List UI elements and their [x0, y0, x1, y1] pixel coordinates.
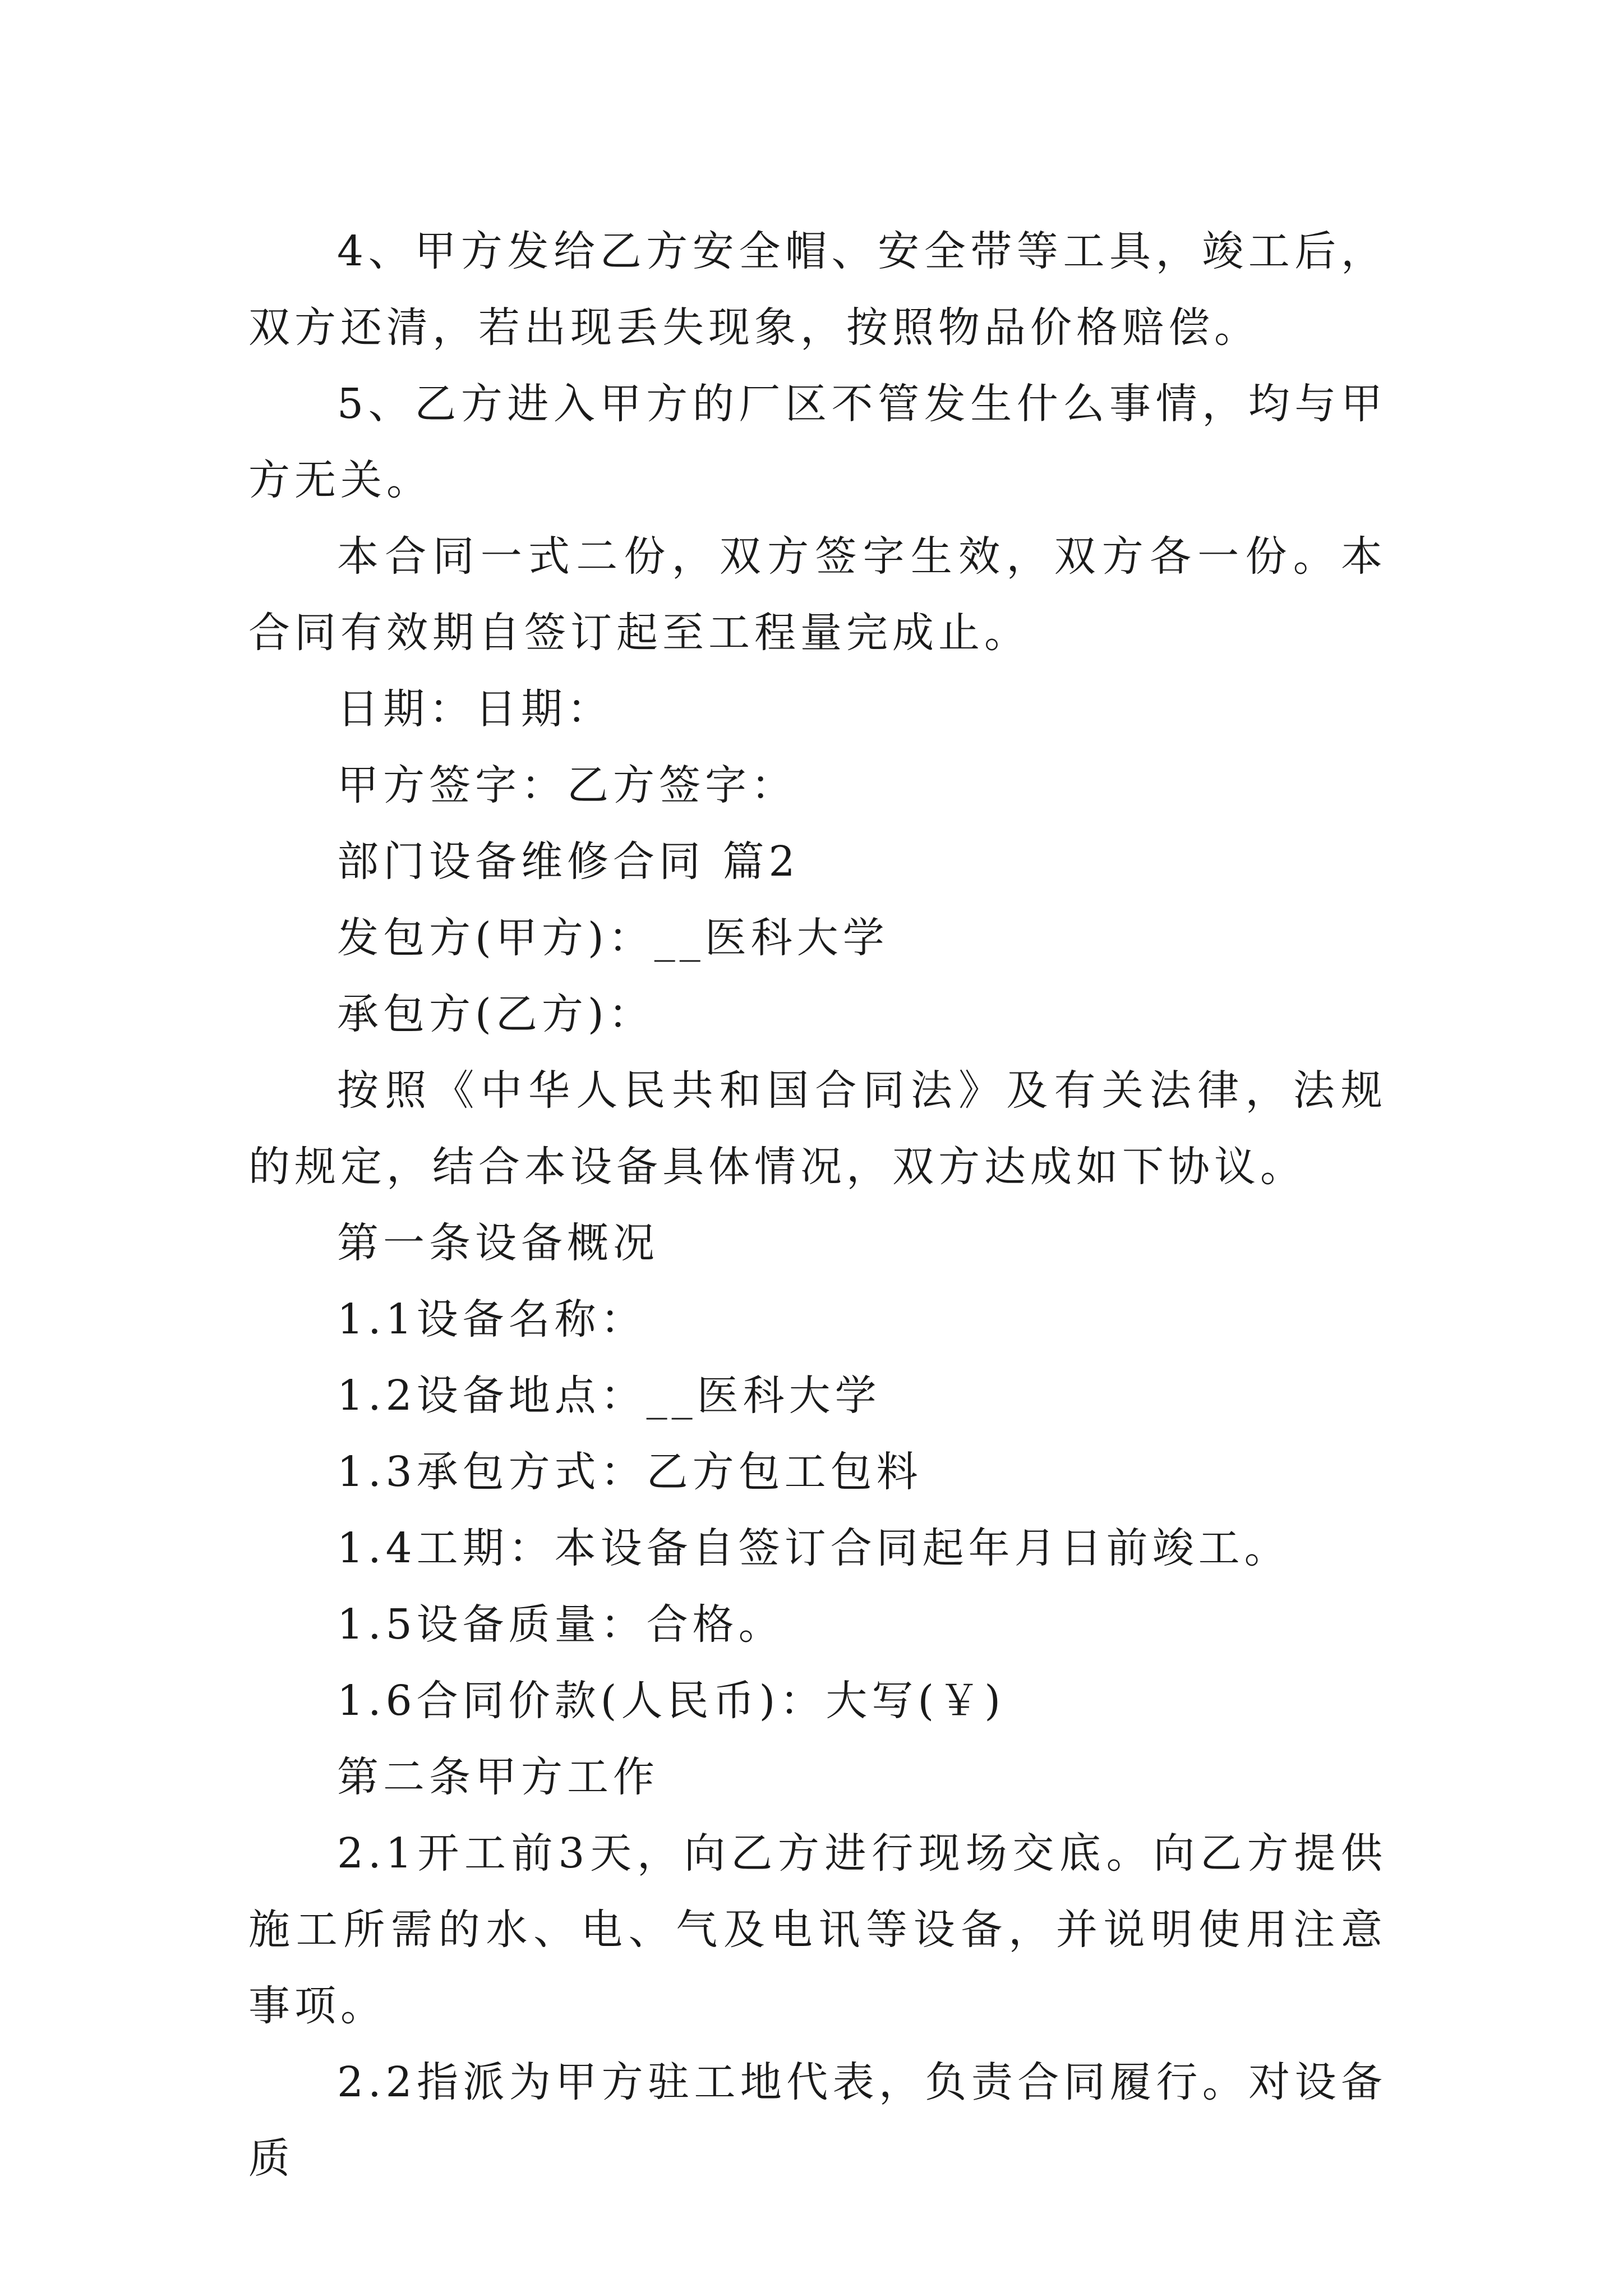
clause-4-tools: 4、甲方发给乙方安全帽、安全带等工具，竣工后，双方还清，若出现丢失现象，按照物品价格赔偿。	[248, 227, 1387, 352]
article-2-heading: 第二条甲方工作	[337, 1753, 659, 1801]
article-1-heading: 第一条设备概况	[337, 1219, 659, 1267]
party-a-line: 发包方(甲方)：__医科大学	[337, 914, 889, 962]
section-title-part-2: 部门设备维修合同 篇2	[337, 838, 800, 886]
document-body	[248, 213, 1387, 2197]
clause-5-liability: 5、乙方进入甲方的厂区不管发生什么事情，均与甲方无关。	[248, 380, 1387, 504]
signature-line: 甲方签字：乙方签字：	[337, 761, 797, 809]
item-1-3: 1.3承包方式：乙方包工包料	[337, 1448, 923, 1496]
item-2-1: 2.1开工前3天，向乙方进行现场交底。向乙方提供施工所需的水、电、气及电讯等设备，并说明使用注意事项。	[248, 1829, 1387, 2030]
item-1-2: 1.2设备地点：__医科大学	[337, 1372, 881, 1420]
item-1-1: 1.1设备名称：	[337, 1295, 647, 1343]
item-1-6: 1.6合同价款(人民币)：大写(￥)	[337, 1677, 1006, 1725]
contract-copies-validity: 本合同一式二份，双方签字生效，双方各一份。本合同有效期自签订起至工程量完成止。	[248, 532, 1387, 657]
item-1-4: 1.4工期：本设备自签订合同起年月日前竣工。	[337, 1524, 1290, 1572]
date-line: 日期：日期：	[337, 685, 613, 733]
item-1-5: 1.5设备质量：合格。	[337, 1600, 785, 1649]
legal-basis-paragraph: 按照《中华人民共和国合同法》及有关法律，法规的规定，结合本设备具体情况，双方达成如下协议。	[248, 1066, 1387, 1191]
party-b-line: 承包方(乙方)：	[337, 990, 654, 1038]
item-2-2: 2.2指派为甲方驻工地代表，负责合同履行。对设备质	[248, 2058, 1387, 2183]
